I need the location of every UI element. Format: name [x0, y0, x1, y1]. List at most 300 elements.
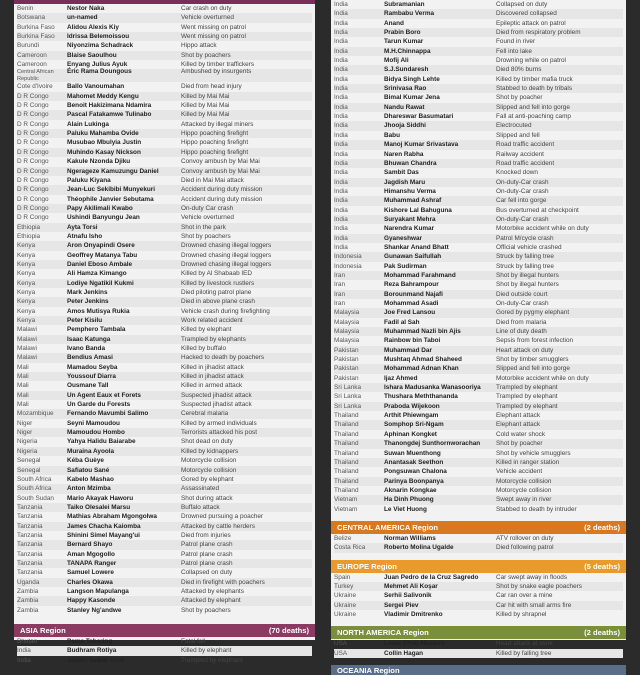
- table-row: [334, 112, 623, 121]
- north-america-region-title: NORTH AMERICA Region: [337, 628, 429, 638]
- table-row: [334, 649, 623, 658]
- country-cell: Kenya: [17, 270, 36, 278]
- cause-cell: Car hit with small arms fire: [496, 601, 572, 609]
- country-cell: Ukraine: [334, 610, 357, 618]
- country-cell: Mozambique: [17, 410, 54, 418]
- cause-cell: Struck by falling tree: [496, 253, 554, 261]
- table-row: [17, 316, 312, 325]
- table-row: [17, 13, 312, 22]
- table-row: [17, 120, 312, 129]
- cause-cell: Shot during attack: [181, 494, 233, 502]
- table-row: [17, 344, 312, 353]
- country-cell: Malawi: [17, 326, 37, 334]
- table-row: [17, 288, 312, 297]
- table-row: [17, 578, 312, 587]
- country-cell: India: [334, 197, 348, 205]
- ranger-name-cell: Fadil al Sah: [384, 318, 420, 326]
- ranger-name-cell: Bidya Singh Lehte: [384, 75, 440, 83]
- cause-cell: Vehicle overturned: [181, 214, 234, 222]
- ranger-name-cell: Anand: [384, 19, 404, 27]
- cause-cell: Vehicle accident: [496, 468, 543, 476]
- country-cell: India: [334, 10, 348, 18]
- ranger-name-cell: Budhram Rotiya: [67, 647, 117, 655]
- country-cell: India: [17, 656, 31, 664]
- cause-cell: On-duty-Car crash: [496, 215, 549, 223]
- asia-region-header: [14, 624, 315, 637]
- cause-cell: Hippo attack: [181, 42, 217, 50]
- ranger-name-cell: Isaac Katunga: [67, 335, 111, 343]
- country-cell: Thailand: [334, 440, 359, 448]
- country-cell: Pakistan: [334, 374, 359, 382]
- country-cell: India: [334, 159, 348, 167]
- table-row: [334, 140, 623, 149]
- ranger-name-cell: Thushara Meththananda: [384, 393, 458, 401]
- ranger-name-cell: Stanley Ng'andwe: [67, 606, 122, 614]
- table-row: [334, 159, 623, 168]
- cause-cell: Killed by elephant: [181, 326, 232, 334]
- cause-cell: Hippo poaching firefight: [181, 130, 249, 138]
- country-cell: D R Congo: [17, 102, 49, 110]
- ranger-name-cell: Pemphero Tambala: [67, 326, 126, 334]
- table-row: [334, 9, 623, 18]
- cause-cell: Fatal fall: [181, 638, 206, 645]
- ranger-name-cell: Taiko Olesalei Marsu: [67, 503, 131, 511]
- ranger-name-cell: Reza Bahrampour: [384, 281, 439, 289]
- country-cell: D R Congo: [17, 186, 49, 194]
- country-cell: Pakistan: [334, 356, 359, 364]
- cause-cell: Gored by pygmy elephant: [496, 309, 570, 317]
- ranger-name-cell: Idrissa Belemoissou: [67, 33, 130, 41]
- cause-cell: Shot by illegal hunters: [496, 271, 559, 279]
- table-row: [334, 252, 623, 261]
- cause-cell: Went missing on patrol: [181, 33, 246, 41]
- ranger-name-cell: Niyonzima Schadrack: [67, 42, 134, 50]
- table-row: [334, 458, 623, 467]
- cause-cell: Buffalo attack: [181, 503, 220, 511]
- asia-rows-left: [14, 637, 315, 665]
- country-cell: India: [17, 647, 31, 655]
- country-cell: Kenya: [17, 298, 36, 306]
- table-row: [17, 157, 312, 166]
- country-cell: Malawi: [17, 345, 37, 353]
- cause-cell: Killed by timber mafia truck: [496, 75, 573, 83]
- country-cell: D R Congo: [17, 195, 49, 203]
- cause-cell: Elephant attack: [496, 412, 541, 420]
- ranger-name-cell: Prabin Boro: [384, 29, 421, 37]
- country-cell: Thailand: [334, 421, 359, 429]
- ranger-name-cell: Jagdish Maru: [384, 178, 426, 186]
- ranger-name-cell: Muhammad Dar: [384, 346, 432, 354]
- country-cell: India: [334, 29, 348, 37]
- central-america-region-header: [331, 521, 626, 534]
- ranger-name-cell: Ballo Vanoumahan: [67, 83, 125, 91]
- table-row: [334, 93, 623, 102]
- ranger-name-cell: Sergei Piev: [384, 601, 419, 609]
- ranger-name-cell: Gunawan Saifullah: [384, 253, 442, 261]
- ranger-name-cell: Yahya Halidu Baiarabe: [67, 438, 136, 446]
- cause-cell: Attacked by elephants: [181, 587, 244, 595]
- ranger-name-cell: Blaise Saoulhou: [67, 51, 117, 59]
- country-cell: Senegal: [17, 457, 41, 465]
- table-row: [17, 176, 312, 185]
- north-america-region-header: [331, 626, 626, 639]
- table-row: [334, 505, 623, 514]
- cause-cell: Convoy ambush by Mai Mai: [181, 158, 260, 166]
- cause-cell: Stabbed to death by intruder: [496, 505, 577, 513]
- cause-cell: Killed by livestock rustlers: [181, 279, 255, 287]
- ranger-name-cell: Enyang Julius Ayuk: [67, 61, 128, 69]
- country-cell: India: [334, 169, 348, 177]
- country-cell: Ethiopia: [17, 232, 41, 240]
- cause-cell: Suspected jihadist attack: [181, 391, 252, 399]
- cause-cell: Shot by illegal hunters: [496, 281, 559, 289]
- ranger-name-cell: Ishara Madusanka Wanasooriya: [384, 384, 481, 392]
- table-row: [17, 522, 312, 531]
- cause-cell: Killed in jihadist attack: [181, 363, 244, 371]
- ranger-name-cell: Tarun Kumar: [384, 38, 424, 46]
- ranger-name-cell: Seyni Mamoudou: [67, 419, 120, 427]
- asia-region-title: ASIA Region: [20, 626, 66, 635]
- country-cell: Tanzania: [17, 550, 43, 558]
- country-cell: Thailand: [334, 458, 359, 466]
- cause-cell: Died from head injury: [181, 83, 242, 91]
- table-row: [334, 0, 623, 9]
- europe-region-header: [331, 560, 626, 573]
- table-row: [17, 466, 312, 475]
- cause-cell: Died in firefight with poachers: [181, 578, 265, 586]
- ranger-name-cell: Mario Akayak Haworu: [67, 494, 134, 502]
- cause-cell: Swept away in river: [496, 496, 552, 504]
- cause-cell: Railway accident: [496, 150, 544, 158]
- country-cell: D R Congo: [17, 111, 49, 119]
- cause-cell: Trampled by elephant: [496, 393, 558, 401]
- country-cell: Kenya: [17, 307, 36, 315]
- oceania-region-header: [331, 665, 626, 675]
- ranger-name-cell: Mohammad Asadi: [384, 300, 439, 307]
- table-row: [334, 374, 623, 383]
- table-row: [17, 512, 312, 521]
- ranger-name-cell: Muhammad Ashraf: [384, 197, 442, 205]
- cause-cell: ATV rollover on duty: [496, 534, 554, 542]
- country-cell: Thailand: [334, 486, 359, 494]
- country-cell: Burkina Faso: [17, 23, 55, 31]
- ranger-name-cell: Langson Mapulanga: [67, 587, 129, 595]
- ranger-name-cell: Kéba Guèye: [67, 457, 104, 465]
- cause-cell: Work related accident: [181, 317, 243, 324]
- europe-region-title: EUROPE Region: [337, 561, 397, 571]
- table-row: [334, 206, 623, 215]
- country-cell: Zambia: [17, 597, 39, 605]
- cause-cell: On-duty-Car crash: [496, 187, 549, 195]
- cause-cell: Knocked down: [496, 169, 538, 177]
- ranger-name-cell: Pak Sudirman: [384, 262, 427, 270]
- country-cell: D R Congo: [17, 130, 49, 138]
- cause-cell: Motorbike accident while on duty: [496, 374, 589, 382]
- ranger-name-cell: Atnafu Isho: [67, 232, 103, 240]
- country-cell: Thailand: [334, 468, 359, 476]
- country-cell: India: [334, 57, 348, 65]
- table-row: [17, 41, 312, 50]
- table-row: [17, 325, 312, 334]
- ranger-name-cell: Aron Onyapindi Osere: [67, 242, 135, 250]
- country-cell: Vietnam: [334, 496, 358, 504]
- ranger-name-cell: Shankar Anand Bhatt: [384, 243, 449, 251]
- table-row: [334, 573, 623, 582]
- country-cell: Cameroon: [17, 61, 47, 69]
- ranger-name-cell: Thanongdej Sunthornworachan: [384, 440, 481, 448]
- cause-cell: Convoy ambush by Mai Mai: [181, 167, 260, 175]
- table-row: [334, 28, 623, 37]
- country-cell: Cameroon: [17, 51, 47, 59]
- cause-cell: Terrorists attacked his post: [181, 429, 258, 437]
- country-cell: Malaysia: [334, 328, 360, 336]
- cause-cell: Went missing on patrol: [181, 23, 246, 31]
- table-row: [334, 486, 623, 495]
- table-row: [17, 550, 312, 559]
- ranger-name-cell: Happy Kasonde: [67, 597, 116, 605]
- ranger-name-cell: Jhooja Siddhi: [384, 122, 426, 130]
- country-cell: D R Congo: [17, 92, 49, 100]
- cause-cell: On-duty-Car crash: [496, 178, 549, 186]
- cause-cell: Motorcycle collision: [181, 457, 237, 465]
- cause-cell: Killed by buffalo: [181, 345, 227, 353]
- ranger-name-cell: Un Agent Eaux et Forets: [67, 391, 141, 399]
- table-row: [17, 213, 312, 222]
- cause-cell: Discovered collapsed: [496, 10, 557, 18]
- ranger-name-cell: Juan Pedro de la Cruz Sagredo: [384, 573, 479, 581]
- ranger-name-cell: TANAPA Ranger: [67, 559, 117, 567]
- cause-cell: Drowned chasing illegal loggers: [181, 242, 272, 250]
- country-cell: Spain: [334, 573, 351, 581]
- cause-cell: Shot by poachers: [181, 606, 231, 614]
- ranger-name-cell: Subramanian: [384, 1, 425, 8]
- country-cell: Tanzania: [17, 541, 43, 549]
- table-row: [334, 224, 623, 233]
- table-row: [17, 307, 312, 316]
- ranger-name-cell: Éric Rama Doungous: [67, 68, 132, 76]
- cause-cell: Killed by timber traffickers: [181, 61, 255, 69]
- ranger-name-cell: Mark Jenkins: [67, 288, 108, 296]
- ranger-name-cell: Louis (Phil) Navarro: [384, 640, 445, 648]
- table-row: [17, 596, 312, 605]
- cause-cell: Car crash on duty: [181, 5, 232, 12]
- country-cell: India: [334, 47, 348, 55]
- ranger-name-cell: Borounmand Najafi: [384, 290, 443, 298]
- cause-cell: Died from injuries: [181, 531, 231, 539]
- ranger-name-cell: Collin Hagan: [384, 649, 424, 657]
- cause-cell: Accident during duty mission: [181, 186, 263, 194]
- country-cell: Mali: [17, 373, 29, 381]
- cause-cell: On-duty Car crash: [181, 204, 234, 212]
- ranger-name-cell: Musubao Mbulyia Justin: [67, 139, 142, 147]
- table-row: [334, 103, 623, 112]
- ranger-name-cell: Anantasak Seethon: [384, 458, 444, 466]
- table-row: [334, 601, 623, 610]
- cause-cell: Ambushed by insurgents: [181, 68, 252, 76]
- ranger-name-cell: Théophile Janvier Sebutama: [67, 195, 154, 203]
- cause-cell: Bus overturned at checkpoint: [496, 206, 579, 214]
- country-cell: Botswana: [17, 14, 46, 22]
- table-row: [17, 51, 312, 60]
- ranger-name-cell: Mohammad Adnan Khan: [384, 365, 459, 373]
- country-cell: Indonesia: [334, 262, 362, 270]
- cause-cell: Heart attack on duty: [496, 346, 554, 354]
- country-cell: India: [334, 234, 348, 242]
- ranger-name-cell: Alidou Alexis Kiy: [67, 23, 119, 31]
- cause-cell: Shot in the park: [181, 223, 226, 231]
- country-cell: USA: [334, 649, 348, 657]
- cause-cell: Trampled by elephants: [181, 335, 246, 343]
- country-cell: India: [334, 150, 348, 158]
- ranger-name-cell: Joe Fred Lansou: [384, 309, 436, 317]
- table-row: [334, 84, 623, 93]
- ranger-name-cell: Peter Jenkins: [67, 298, 109, 306]
- cause-cell: Shot by poacher: [496, 440, 543, 448]
- country-cell: Bhutan: [17, 638, 38, 645]
- ranger-name-cell: Ousmane Tall: [67, 382, 109, 390]
- country-cell: Malawi: [17, 354, 37, 362]
- cause-cell: Motorcycle collision: [496, 477, 552, 485]
- ranger-name-cell: M.H.Chinnappa: [384, 47, 431, 55]
- ranger-name-cell: Pema Tshering: [67, 638, 113, 645]
- table-row: [17, 456, 312, 465]
- country-cell: D R Congo: [17, 176, 49, 184]
- cause-cell: Struck by falling tree: [496, 262, 554, 270]
- table-row: [17, 372, 312, 381]
- cause-cell: Vehicle crash during firefighting: [181, 307, 270, 315]
- cause-cell: Cold water shock: [496, 430, 546, 438]
- cause-cell: Line of duty death: [496, 328, 547, 336]
- asia-region-count: (70 deaths): [268, 626, 309, 635]
- table-row: [17, 400, 312, 409]
- cause-cell: Shot by poacher: [496, 94, 543, 102]
- country-cell: India: [334, 19, 348, 27]
- ranger-name-cell: Mathias Abraham Mgongolwa: [67, 513, 157, 521]
- ranger-name-cell: Bhuwan Chandra: [384, 159, 437, 167]
- ranger-name-cell: Samuel Lowere: [67, 569, 114, 577]
- cause-cell: Killed by Mai Mai: [181, 92, 230, 100]
- cause-cell: Slipped and fell into gorge: [496, 365, 570, 373]
- cause-cell: Killed in armed attack: [181, 382, 243, 390]
- table-row: [17, 223, 312, 232]
- country-cell: Kenya: [17, 279, 36, 287]
- table-row: [334, 56, 623, 65]
- cause-cell: Trampled by elephant: [496, 402, 558, 410]
- cause-cell: Killed by Mai Mai: [181, 111, 230, 119]
- country-cell: D R Congo: [17, 139, 49, 147]
- table-row: [334, 582, 623, 591]
- cause-cell: Shot dead on duty: [181, 438, 233, 446]
- table-row: [334, 411, 623, 420]
- ranger-name-cell: Praboda Wijekoon: [384, 402, 440, 410]
- table-row: [17, 82, 312, 91]
- country-cell: South Sudan: [17, 494, 54, 502]
- country-cell: India: [334, 206, 348, 214]
- ranger-name-cell: Aknarin Kongkae: [384, 486, 437, 494]
- cause-cell: Killed by Al Shabaab IED: [181, 270, 253, 278]
- ranger-name-cell: Pascal Fatakamwe Tulinabo: [67, 111, 152, 119]
- country-cell: Kenya: [17, 288, 36, 296]
- country-cell: Kenya: [17, 251, 36, 259]
- central-america-region-count: (2 deaths): [584, 522, 620, 532]
- table-row: [334, 610, 623, 619]
- table-row: [17, 447, 312, 456]
- ranger-name-cell: Sambit Das: [384, 169, 419, 177]
- table-row: [334, 47, 623, 56]
- ranger-name-cell: Arthit Phiewngam: [384, 412, 439, 420]
- ranger-name-cell: Somphop Sri-Ngam: [384, 421, 444, 429]
- table-row: [334, 383, 623, 392]
- cause-cell: Died following patrol: [496, 544, 554, 552]
- table-row: [334, 178, 623, 187]
- table-row: [334, 243, 623, 252]
- country-cell: Thailand: [334, 449, 359, 457]
- table-row: [17, 69, 312, 82]
- table-row: [17, 381, 312, 390]
- europe-rows: [331, 573, 626, 620]
- country-cell: India: [334, 113, 348, 121]
- country-cell: India: [334, 103, 348, 111]
- table-row: [334, 271, 623, 280]
- ranger-name-cell: Serhii Salivonik: [384, 592, 432, 600]
- cause-cell: Stabbed to death by tribals: [496, 85, 573, 93]
- cause-cell: Fall at anti-poaching camp: [496, 113, 571, 121]
- table-row: [17, 195, 312, 204]
- ranger-name-cell: Ijaz Ahmed: [384, 374, 418, 382]
- table-row: [17, 4, 312, 13]
- cause-cell: Slipped and fell into gorge: [496, 103, 570, 111]
- ranger-name-cell: Srinivasa Rao: [384, 85, 427, 93]
- table-row: [17, 606, 312, 615]
- table-row: [17, 138, 312, 147]
- ranger-name-cell: Parinya Boonpanya: [384, 477, 444, 485]
- cause-cell: On-duty-Car crash: [496, 300, 549, 307]
- table-row: [17, 148, 312, 157]
- table-row: [17, 391, 312, 400]
- cause-cell: Killed by kidnappers: [181, 447, 239, 455]
- country-cell: India: [334, 243, 348, 251]
- ranger-name-cell: Babu: [384, 131, 400, 139]
- asia-rows-right: [331, 0, 626, 514]
- table-row: [17, 531, 312, 540]
- table-row: [334, 19, 623, 28]
- cause-cell: Patrol plane crash: [181, 550, 233, 558]
- ranger-name-cell: Narendra Kumar: [384, 225, 435, 233]
- ranger-name-cell: Bernard Shayo: [67, 541, 113, 549]
- table-row: [334, 420, 623, 429]
- africa-rows: [14, 4, 315, 615]
- table-row: [17, 494, 312, 503]
- cause-cell: Killed in jihadist attack: [181, 373, 244, 381]
- table-row: [17, 656, 312, 665]
- country-cell: Benin: [17, 5, 34, 12]
- table-row: [17, 484, 312, 493]
- country-cell: Pakistan: [334, 365, 359, 373]
- ranger-name-cell: Suryakant Mehra: [384, 215, 436, 223]
- table-row: [17, 428, 312, 437]
- cause-cell: Motorcycle collision: [496, 486, 552, 494]
- country-cell: Indonesia: [334, 253, 362, 261]
- table-row: [17, 32, 312, 41]
- country-cell: Turkey: [334, 582, 354, 590]
- cause-cell: Trampled by elephant: [496, 384, 558, 392]
- table-row: [17, 475, 312, 484]
- country-cell: Uganda: [17, 578, 40, 586]
- ranger-name-cell: Ha Dinh Phuong: [384, 496, 434, 504]
- country-cell: Burundi: [17, 42, 40, 50]
- cause-cell: Vehicle overturned: [181, 14, 234, 22]
- country-cell: Ukraine: [334, 601, 357, 609]
